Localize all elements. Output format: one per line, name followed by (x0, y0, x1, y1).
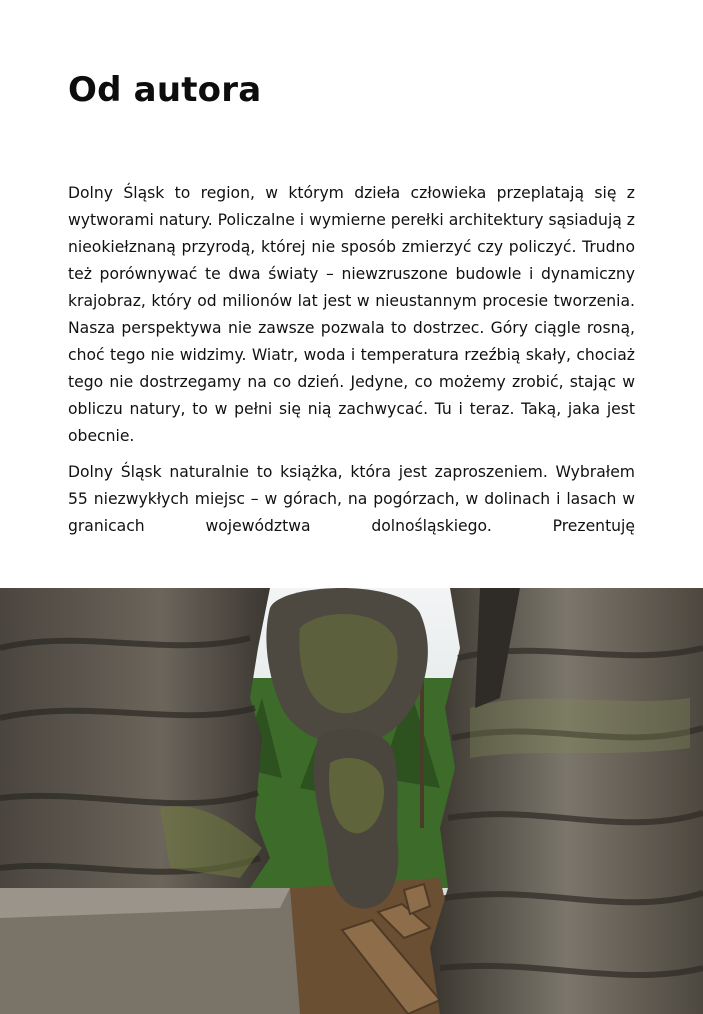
paragraph-1: Dolny Śląsk to region, w którym dzieła człowieka przeplatają się z wytworami natury. Policzalne i wymierne perełki architektury sąsiadują z nieokiełznaną przyrodą, której nie sposób zmierzyć czy policzyć. Trudno też porównywać te dwa światy – niewzruszone budowle i dynamiczny krajobraz, który od milionów lat jest w nieustannym procesie tworzenia. Nasza perspektywa nie zawsze pozwala to dostrzec. Góry ciągle rosną, choć tego nie widzimy. Wiatr, woda i temperatura rzeźbią skały, chociaż tego nie dostrzegamy na co dzień. Jedyne, co możemy zrobić, stając w obliczu natury, to w pełni się nią zachwycać. Tu i teraz. Taką, jaka jest obecnie. (68, 184, 635, 445)
body-text (68, 180, 635, 549)
paragraph-2: Dolny Śląsk naturalnie to książka, która jest zaproszeniem. Wybrałem 55 niezwykłych miejsc – w górach, na pogórzach, w dolinach i lasach w granicach województwa dolnośląskiego. Prezentuję (68, 463, 635, 535)
rock-canyon-illustration (0, 588, 703, 1014)
rock-canyon-photo (0, 588, 703, 1014)
page-title: Od autora (68, 70, 262, 110)
